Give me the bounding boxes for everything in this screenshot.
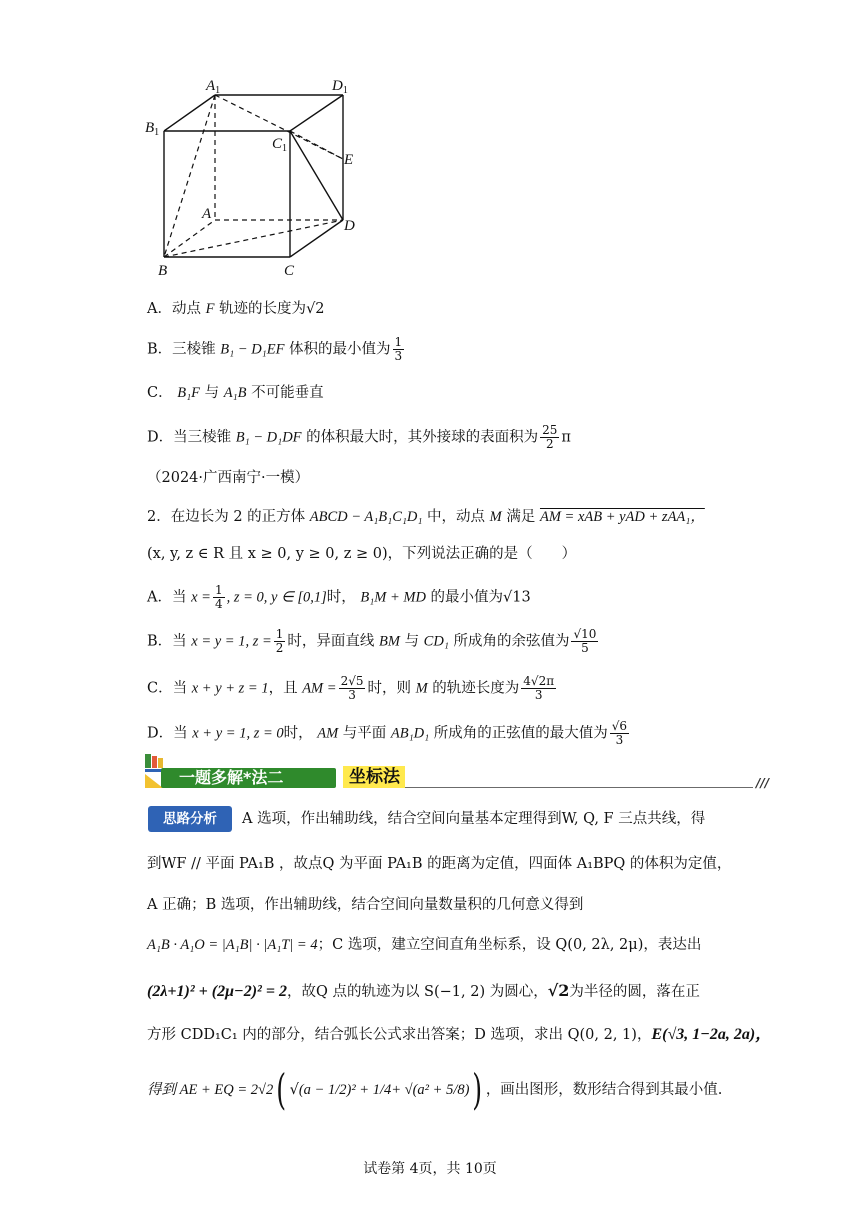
label-b: B <box>158 263 168 279</box>
edge-ba <box>164 220 215 257</box>
q2-option-d: D．当 x + y = 1, z = 0时， AM 与平面 AB₁D₁ 所成角的正弦值的最大值为 $\frac{√6}{3}$ <box>147 719 628 747</box>
banner-title: 一题多解*法二 <box>179 768 284 787</box>
label-d1: $D_1$ <box>332 78 348 96</box>
source-note: （2024·广西南宁·一模） <box>147 470 310 486</box>
analysis-line-6: 方形 CDD₁C₁ 内的部分，结合弧长公式求出答案；D 选项，求出 Q(0, 2, 1)，E(√3, 1−2a, 2a)， <box>147 1026 772 1043</box>
analysis-line-2: 到WF // 平面 PA₁B ，故点Q 为平面 PA₁B 的距离为定值，四面体 A₁BPQ 的体积为定值， <box>147 856 732 872</box>
q2-option-a: A．当 x = $\frac{1}{4}$ , z = 0, y ∈ [0,1]时， B₁M + MD 的最小值为√13 <box>147 583 531 611</box>
edge-b1a1 <box>164 95 215 131</box>
q2-stem: 2．在边长为 2 的正方体 ABCD − A₁B₁C₁D₁ 中，动点 M 满足 AM = xAB + yAD + zAA₁， <box>147 509 705 525</box>
label-a1: $A_1$ <box>206 78 221 96</box>
label-d: D <box>344 218 355 234</box>
analysis-line-4: A₁B · A₁O = |A₁B| · |A₁T| = 4；C 选项，建立空间直角坐标系，设 Q(0, 2λ, 2μ)，表达出 <box>147 937 702 953</box>
q2-condition: (x, y, z ∈ R 且 x ≥ 0, y ≥ 0, z ≥ 0)，下列说法正确的是（ ） <box>147 546 577 562</box>
edge-a1b <box>164 95 215 257</box>
cube-figure <box>138 74 368 284</box>
q1-option-d: D．当三棱锥 B₁ − D₁DF 的体积最大时，其外接球的表面积为 $\frac{25}{2}$ π <box>147 423 571 451</box>
analysis-line-7: 得到 AE + EQ = 2√2( √(a − 1/2)² + 1/4+ √(a² + 5/8)) ，画出图形，数形结合得到其最小值. <box>147 1065 723 1114</box>
analysis-line-3: A 正确；B 选项，作出辅助线，结合空间向量数量积的几何意义得到 <box>147 897 584 913</box>
label-e: E <box>344 152 354 168</box>
page-footer: 试卷第 4页，共 10页 <box>363 1161 497 1177</box>
label-c: C <box>284 263 295 279</box>
q2-option-c: C．当 x + y + z = 1，且 AM = $\frac{2√5}{3}$ 时，则 M 的轨迹长度为 $\frac{4√2\pi}{3}$ <box>147 674 555 702</box>
q1-option-a: A．动点 F 轨迹的长度为√2 <box>147 301 325 317</box>
banner-slashes: /// <box>756 776 770 790</box>
q1-option-c: C． B₁F 与 A₁B 不可能垂直 <box>147 385 324 401</box>
analysis-tag: 思路分析 <box>148 806 232 832</box>
q1-option-b: B．三棱锥 B₁ − D₁EF 体积的最小值为 $\frac{1}{3}$ <box>147 335 403 363</box>
q2-option-b: B．当 x = y = 1, z = $\frac{1}{2}$ 时，异面直线 BM 与 CD₁ 所成角的余弦值为 $\frac{√10}{5}$ <box>147 627 597 655</box>
banner-method: 坐标法 <box>349 767 400 787</box>
label-b1: $B_1$ <box>145 120 160 138</box>
analysis-vector-expr: A₁B · A₁O = |A₁B| · |A₁T| = 4 <box>147 937 318 953</box>
edge-d1c1 <box>290 95 343 131</box>
analysis-line-5: (2λ+1)² + (2μ−2)² = 2，故Q 点的轨迹为以 S(−1, 2) 为圆心，√2为半径的圆，落在正 <box>147 981 700 1000</box>
analysis-line-1: A 选项，作出辅助线，结合空间向量基本定理得到W, Q, F 三点共线，得 <box>242 811 706 827</box>
banner-rule <box>405 787 753 788</box>
label-c1: $C_1$ <box>272 136 288 154</box>
label-a: A <box>202 206 212 222</box>
method-banner <box>143 752 773 792</box>
